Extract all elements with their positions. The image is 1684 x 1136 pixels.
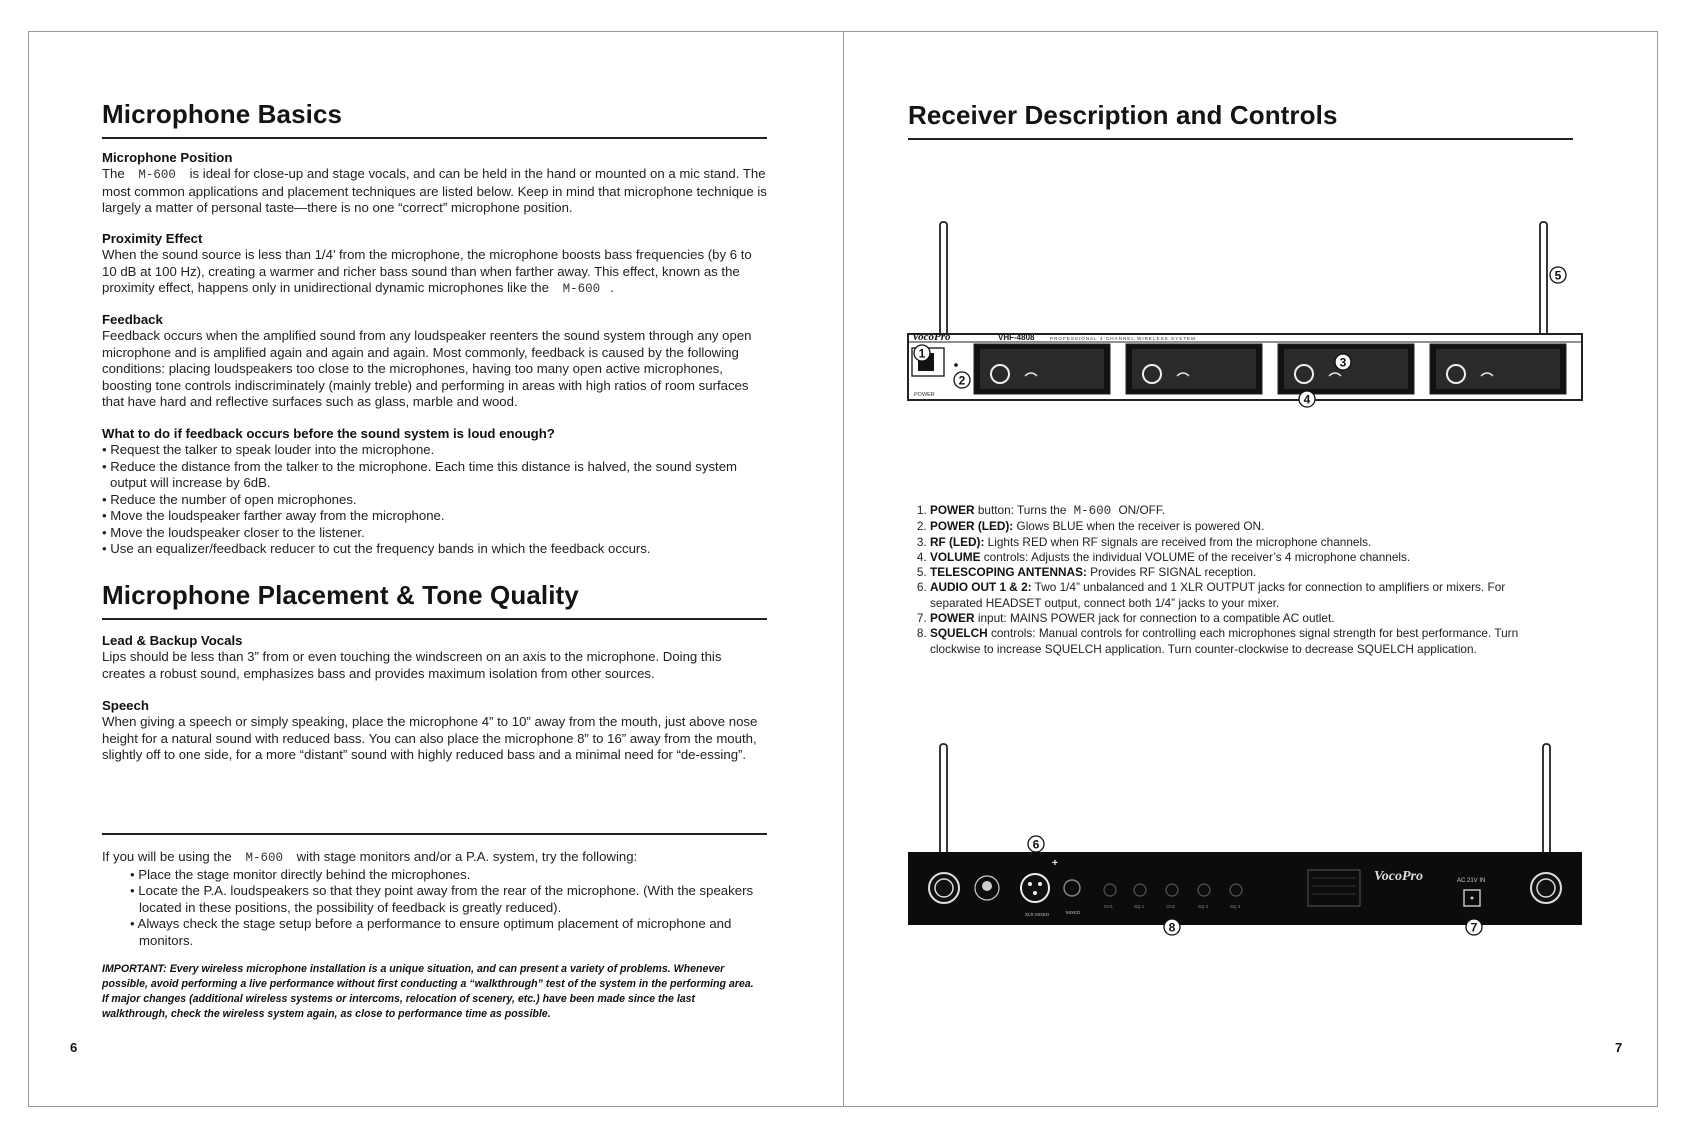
subheading: Feedback [102,312,163,327]
control-name: SQUELCH [930,626,988,641]
callout-3: 3 [1339,355,1347,370]
model-name: M-600 [138,168,176,182]
section-speech [102,698,768,764]
section-what-to-do [102,426,768,558]
front-subtitle: PROFESSIONAL 4-CHANNEL WIRELESS SYSTEM [1050,336,1196,341]
important-note [102,962,762,1022]
paragraph: When giving a speech or simply speaking, place the microphone 4” to 10” away from the mouth, just above nose height for a natural sound with reduced bass. You can also place the microphone 8” to 16” away from the mouth, slightly off to one side, for a more “distant” sound with highly reduced bass and a minimal need for “de-essing”. [102,714,758,762]
list-item [930,611,1550,626]
callout-5: 5 [1554,268,1562,283]
section-feedback [102,312,768,411]
list-item: • Use an equalizer/feedback reducer to cut the frequency bands in which the feedback occurs. [102,541,651,556]
section-lead-backup [102,633,768,682]
list-item: • Always check the stage setup before a performance to ensure optimum placement of microphone and monitors. [130,916,732,948]
front-brand: VocoPro [912,331,951,343]
list-item [930,519,1550,534]
page-title-placement: Microphone Placement & Tone Quality [102,580,579,610]
front-model: VHF-4808 [998,333,1035,342]
text: Glows BLUE when the receiver is powered ON. [1013,519,1265,534]
control-name: POWER (LED): [930,519,1014,534]
page-number: 7 [1615,1040,1623,1055]
model-name: M-600 [245,851,283,865]
receiver-rear-panel-diagram [900,740,1590,940]
power-led [954,363,958,367]
control-name: POWER [930,611,975,626]
control-name: VOLUME [930,549,981,564]
channel-module-4 [1430,344,1566,394]
xlr-label: XLR MIXED [1025,912,1050,917]
jack-label: SQ 2 [1198,904,1209,909]
list-item [930,535,1550,550]
model-name: M-600 [562,282,601,296]
list-item [930,565,1550,580]
mixed-label: MIXED [1066,910,1081,915]
rear-brand: VocoPro [1374,869,1423,884]
paragraph: Feedback occurs when the amplified sound from any loudspeaker reenters the sound system through any open microphone and is amplified again and again and again. Most commonly, feedback is caused by the following conditions: placing loudspeakers too close to the microphones, having too many open active microphones, boosting tone controls indiscriminately (mainly treble) and performing in areas with high ratios of room surfaces that have hard and reflective surfaces such as glass, marble and wood. [102,328,752,409]
power-label: POWER [914,392,935,398]
subheading: Proximity Effect [102,231,203,246]
section-proximity-effect [102,231,768,298]
callout-6: 6 [1032,837,1040,852]
text: input: MAINS POWER jack for connection to a compatible AC outlet. [974,611,1335,626]
text: When the sound source is less than 1/4’ from the microphone, the microphone boosts bass frequencies (by 6 to 10 dB at 100 Hz), creating a warmer and richer bass sound than when farther away. This effect, known as the proximity effect, happens only in unidirectional dynamic microphones like the [102,247,752,295]
text: Lights RED when RF signals are received from the microphone channels. [984,534,1372,549]
jack-label: CH1 [1104,904,1114,909]
text: . [610,280,614,295]
bullet-list [102,442,768,558]
section-monitors [102,849,768,949]
list-item [930,580,1550,611]
callout-1: 1 [918,346,926,361]
bullet-list [102,867,768,950]
text: controls: Manual controls for controlling each microphones signal strength for best performance. Turn clockwise to increase SQUELCH application. Turn counter-clockwise to decrease SQUELCH application. [930,626,1519,656]
text: If you will be using the [102,849,232,864]
rear-chassis [908,852,1582,925]
control-name: TELESCOPING ANTENNAS: [930,565,1087,580]
paragraph [102,166,768,217]
jack-label: SQ 3 [1230,904,1241,909]
ac-input-label: AC 21V IN [1457,878,1486,884]
important-paragraph [102,962,762,1022]
paragraph [102,849,768,867]
channel-module-2 [1126,344,1262,394]
section-microphone-position [102,150,768,217]
list-item: • Reduce the number of open microphones. [102,491,357,507]
page-divider [843,31,844,1107]
receiver-front-panel-diagram [900,216,1590,412]
plus-mark-icon: + [1052,858,1058,869]
section-rule [102,833,767,835]
title-rule [908,138,1573,140]
controls-list [910,503,1550,657]
subheading: What to do if feedback occurs before the sound system is loud enough? [102,426,555,441]
callout-7: 7 [1470,920,1478,935]
title-rule [102,618,767,620]
text: Two 1/4” unbalanced and 1 XLR OUTPUT jacks for connection to amplifiers or mixers. For separated HEADSET output, connect both 1/4” jacks to your mixer. [930,580,1506,610]
subheading: Microphone Position [102,150,233,165]
control-name: AUDIO OUT 1 & 2: [930,580,1032,595]
list-item: • Place the stage monitor directly behind the microphones. [130,866,471,882]
paragraph: Lips should be less than 3” from or even touching the windscreen on an axis to the microphone. Doing this creates a robust sound, emphasizes bass and provides maximum isolation from other sources. [102,649,722,681]
text: ON/OFF. [1115,503,1165,517]
subheading: Lead & Backup Vocals [102,633,243,648]
list-item [930,503,1550,519]
list-item [930,550,1550,565]
text: controls: Adjusts the individual VOLUME of the receiver’s 4 microphone channels. [980,549,1411,564]
control-name: POWER [930,503,975,517]
antenna-left [940,222,947,340]
text: Provides RF SIGNAL reception. [1086,565,1257,580]
antenna-right [1540,222,1547,340]
controls-list-block [910,503,1550,657]
channel-module-1 [974,344,1110,394]
text: The [102,166,125,181]
list-item: • Request the talker to speak louder into the microphone. [102,442,435,457]
list-item [930,626,1550,657]
important-label: IMPORTANT: [102,963,167,975]
text: with stage monitors and/or a P.A. system, try the following: [296,849,638,864]
model-name: M-600 [1073,504,1112,518]
callout-2: 2 [958,373,966,388]
list-item: • Reduce the distance from the talker to the microphone. Each time this distance is halved, the sound system output will increase by 6dB. [102,458,738,490]
text: is ideal for close-up and stage vocals, and can be held in the hand or mounted on a mic stand. The most common applications and placement techniques are listed below. Keep in mind that microphone technique is largely a matter of personal taste—there is no one “correct” microphone position. [102,166,767,215]
page-number: 6 [70,1040,78,1055]
jack-label: SQ 1 [1134,904,1145,909]
callout-8: 8 [1168,920,1176,935]
callout-4: 4 [1303,392,1311,407]
text: Every wireless microphone installation is a unique situation, and can present a variety of problems. Whenever possible, avoid performing a live performance without first conducting a “walkthrough” test of the system in the performing area. If major changes (additional wireless systems or intercoms, relocation of scenery, etc.) have been made since the last walkthrough, check the wireless system again, as close to performance time as possible. [102,963,754,1020]
subheading: Speech [102,698,149,713]
control-name: RF (LED): [930,534,985,549]
text: button: Turns the [974,503,1070,517]
list-item: • Move the loudspeaker farther away from the microphone. [102,508,445,523]
page-title-receiver: Receiver Description and Controls [908,100,1338,130]
xlr-output-jack [1021,874,1049,902]
title-rule [102,137,767,139]
list-item: • Move the loudspeaker closer to the listener. [102,524,365,540]
jack-label: CH2 [1166,904,1176,909]
page-title-microphone-basics: Microphone Basics [102,99,343,129]
paragraph [102,247,768,298]
list-item: • Locate the P.A. loudspeakers so that they point away from the rear of the microphone. (With the speakers located in these positions, the possibility of feedback is greatly reduced). [130,883,754,915]
